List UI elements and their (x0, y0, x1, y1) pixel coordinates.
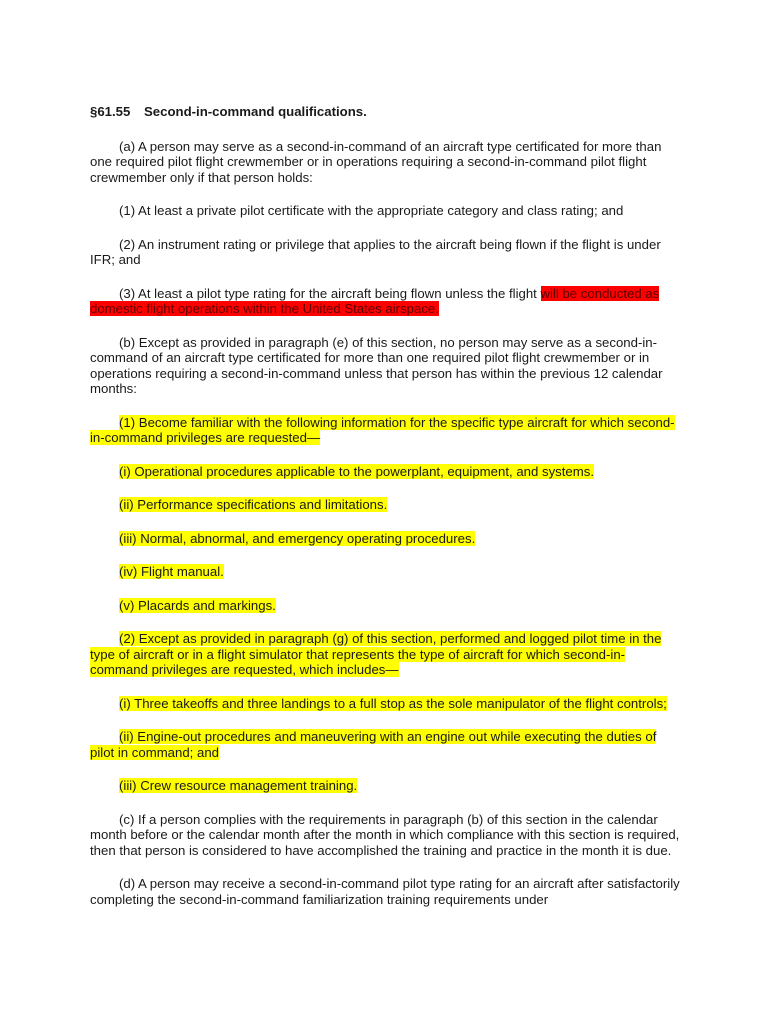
paragraph-a2: (2) An instrument rating or privilege that applies to the aircraft being flown if the flight is under IFR; and (90, 236, 661, 267)
paragraph-b1 (90, 415, 680, 446)
paragraph-b2 (90, 631, 680, 678)
paragraph-b2iii (90, 778, 680, 794)
yellow-highlight-text: (ii) Engine-out procedures and maneuvering with an engine out while executing the duties of pilot in command; and (90, 729, 657, 760)
paragraph-b2i (90, 696, 680, 712)
paragraph-b: (b) Except as provided in paragraph (e) of this section, no person may serve as a second-in-command of an aircraft type certificated for more than one required pilot flight crewmember or in operations requiring a second-in-command unless that person has within the previous 12 calendar months: (90, 334, 663, 396)
paragraph-a3-text: (3) At least a pilot type rating for the aircraft being flown unless the flight (119, 285, 541, 301)
paragraph-b1ii (90, 497, 680, 513)
yellow-highlight-text: (iii) Normal, abnormal, and emergency operating procedures. (119, 530, 476, 546)
yellow-highlight-text: (v) Placards and markings. (119, 597, 276, 613)
section-number: §61.55 (90, 104, 131, 119)
document-page (90, 104, 680, 907)
paragraph-a1: (1) At least a private pilot certificate with the appropriate category and class rating; and (119, 203, 624, 218)
paragraph-a3 (90, 286, 680, 317)
yellow-highlight-text: (iv) Flight manual. (119, 564, 224, 579)
yellow-highlight-text: (iii) Crew resource management training. (119, 778, 358, 793)
yellow-highlight-text: (i) Operational procedures applicable to the powerplant, equipment, and systems. (119, 463, 595, 479)
paragraph-b1iii (90, 531, 680, 547)
red-highlight-text: will be conducted as domestic flight operations within the United States airspace. (90, 285, 660, 316)
section-title: Second-in-command qualifications. (144, 104, 367, 119)
yellow-highlight-text: (ii) Performance specifications and limitations. (119, 497, 388, 512)
paragraph-a: (a) A person may serve as a second-in-command of an aircraft type certificated for more than one required pilot flight crewmember or in operations requiring a second-in-command pilot flight crewmember only if that person holds: (90, 138, 662, 185)
section-heading (90, 104, 680, 120)
yellow-highlight-text: (i) Three takeoffs and three landings to a full stop as the sole manipulator of the flight controls; (119, 695, 667, 711)
yellow-highlight-text: (2) Except as provided in paragraph (g) of this section, performed and logged pilot time in the type of aircraft or in a flight simulator that represents the type of aircraft for which second-in-command privileges are requested, which includes— (90, 631, 662, 677)
paragraph-b1v (90, 598, 680, 614)
paragraph-c: (c) If a person complies with the requirements in paragraph (b) of this section in the calendar month before or the calendar month after the month in which compliance with this section is required, then that person is considered to have accomplished the training and practice in the month it is due. (90, 811, 680, 858)
paragraph-b1i (90, 464, 680, 480)
paragraph-b2ii (90, 729, 680, 760)
yellow-highlight-text: (1) Become familiar with the following information for the specific type aircraft for which second-in-command privileges are requested— (90, 414, 675, 445)
paragraph-d: (d) A person may receive a second-in-command pilot type rating for an aircraft after satisfactorily completing the second-in-command familiarization training requirements under (90, 876, 680, 907)
paragraph-b1iv (90, 564, 680, 580)
